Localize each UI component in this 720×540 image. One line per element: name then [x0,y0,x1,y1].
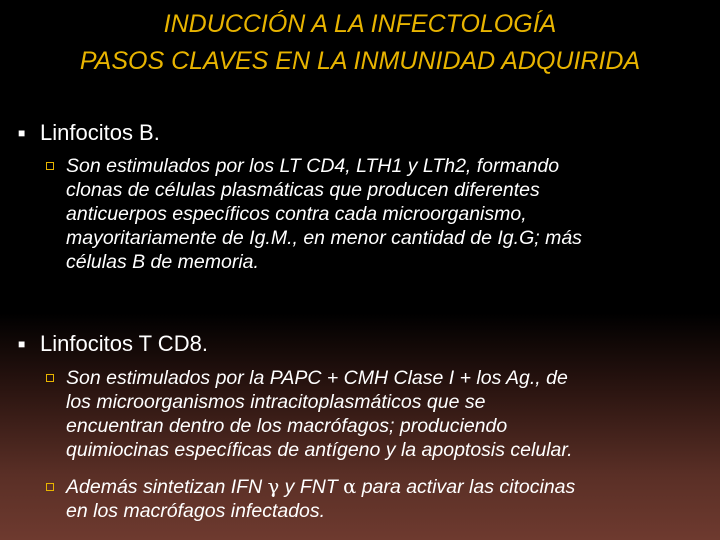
text-line: encuentran dentro de los macrófagos; produciendo [66,415,508,437]
hollow-square-bullet-icon [46,483,54,491]
hollow-square-bullet-icon [46,374,54,382]
gamma-symbol: γ [267,475,280,498]
heading-text: Linfocitos B. [40,120,160,145]
hollow-square-bullet-icon [46,162,54,170]
text-line: clonas de células plasmáticas que producen diferentes [66,179,540,201]
square-bullet-icon: ■ [18,126,26,140]
text-line: quimiocinas específicas de antígeno y la apoptosis celular. [66,439,573,461]
text-line: Son estimulados por la PAPC + CMH Clase I + los Ag., de [66,367,568,389]
text-line: mayoritariamente de Ig.M., en menor cantidad de Ig.G; más [66,227,582,249]
sub-bullet-t-cd8-synthesis [46,475,706,523]
text-line: Son estimulados por los LT CD4, LTH1 y LTh2, formando [66,155,560,177]
sub-bullet-t-cd8-stimulation [46,366,706,462]
text-segment: Además sintetizan IFN [66,476,268,498]
text-segment: para activar las citocinas [356,476,576,498]
heading-text: Linfocitos T CD8. [40,331,208,356]
text-line [46,475,706,499]
slide-title [0,6,720,80]
sub-bullet-linfocitos-b [46,154,706,274]
title-line-2: PASOS CLAVES EN LA INMUNIDAD ADQUIRIDA [79,47,641,75]
square-bullet-icon: ■ [18,337,26,351]
text-line: en los macrófagos infectados. [66,500,326,522]
text-line: anticuerpos específicos contra cada microorganismo, [66,203,527,225]
text-segment: y FNT [279,476,344,498]
heading-linfocitos-b [18,120,160,146]
alpha-symbol: α [343,475,357,498]
text-line: los microorganismos intracitoplasmáticos que se [66,391,486,413]
heading-linfocitos-t-cd8 [18,331,208,357]
text-line: células B de memoria. [66,251,259,273]
title-line-1: INDUCCIÓN A LA INFECTOLOGÍA [163,10,557,38]
